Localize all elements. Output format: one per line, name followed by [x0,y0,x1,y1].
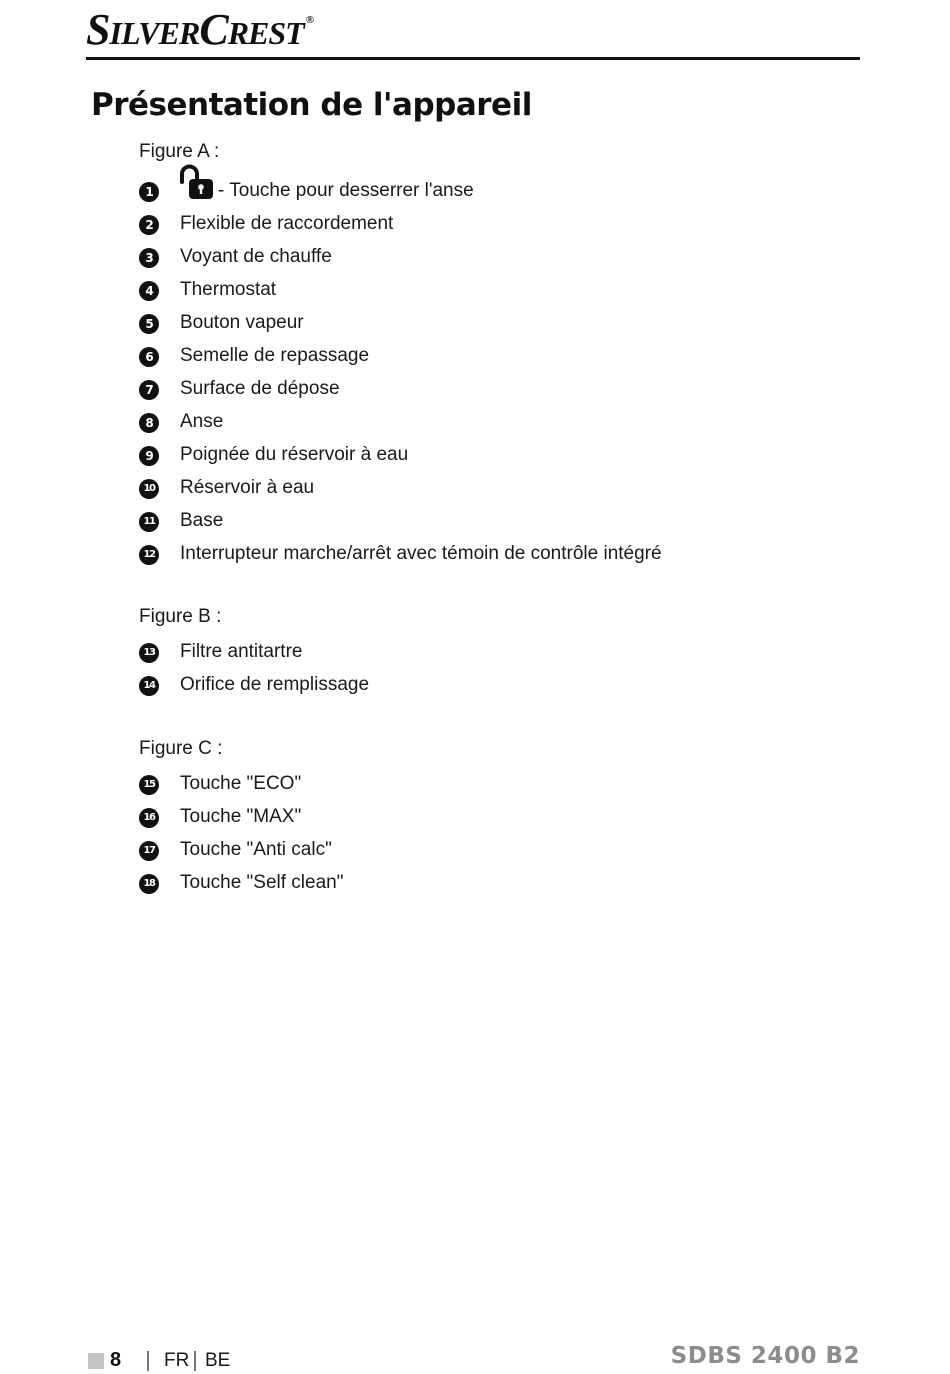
registered-mark: ® [305,14,313,26]
item-label: Touche "ECO" [180,773,302,794]
list-item [139,672,839,702]
item-number: 13 [139,643,159,663]
list-item [139,211,839,241]
item-label: Bouton vapeur [180,312,304,333]
list-item [139,343,839,373]
list-item [139,508,839,538]
list-item [139,376,839,406]
figure-c-label: Figure C : [139,738,223,759]
item-label: - Touche pour desserrer l'anse [218,180,474,201]
list-item [139,409,839,439]
item-label: Base [180,510,224,531]
item-number: 14 [139,676,159,696]
item-label: Touche "MAX" [180,806,302,827]
model-number: SDBS 2400 B2 [670,1343,860,1369]
language-be: BE [205,1350,231,1371]
item-label: Poignée du réservoir à eau [180,444,409,465]
list-item [139,804,839,834]
item-number: 8 [139,413,159,433]
list-item [139,870,839,900]
item-number: 7 [139,380,159,400]
list-item [139,277,839,307]
figure-a-label: Figure A : [139,141,220,162]
item-label: Voyant de chauffe [180,246,332,267]
unlock-icon [180,164,214,200]
list-item [139,310,839,340]
footer-divider [194,1351,196,1371]
item-label: Orifice de remplissage [180,674,370,695]
item-number: 11 [139,512,159,532]
item-label: Touche "Self clean" [180,872,344,893]
item-number: 1 [139,182,159,202]
item-label: Anse [180,411,224,432]
item-number: 15 [139,775,159,795]
item-label: Flexible de raccordement [180,213,394,234]
item-number: 4 [139,281,159,301]
footer-divider [147,1351,149,1371]
brand-logo: SILVERCREST ® [86,5,313,54]
item-number: 6 [139,347,159,367]
item-number: 16 [139,808,159,828]
language-fr: FR [164,1350,190,1371]
page-number: 8 [110,1349,122,1371]
item-label: Semelle de repassage [180,345,370,366]
item-label: Filtre antitartre [180,641,303,662]
item-label: Touche "Anti calc" [180,839,332,860]
list-item [139,178,839,208]
item-label: Interrupteur marche/arrêt avec témoin de contrôle intégré [180,543,662,564]
header-rule [86,57,860,60]
list-item [139,771,839,801]
list-item [139,541,839,571]
item-number: 18 [139,874,159,894]
figure-b-label: Figure B : [139,606,222,627]
item-number: 5 [139,314,159,334]
list-item [139,837,839,867]
item-label: Surface de dépose [180,378,340,399]
item-label: Thermostat [180,279,277,300]
list-item [139,475,839,505]
item-number: 3 [139,248,159,268]
page-title: Présentation de l'appareil [91,87,532,123]
list-item [139,442,839,472]
item-number: 2 [139,215,159,235]
item-number: 10 [139,479,159,499]
item-number: 9 [139,446,159,466]
item-number: 17 [139,841,159,861]
item-label: Réservoir à eau [180,477,315,498]
footer-marker [88,1353,104,1369]
item-number: 12 [139,545,159,565]
list-item [139,244,839,274]
list-item [139,639,839,669]
